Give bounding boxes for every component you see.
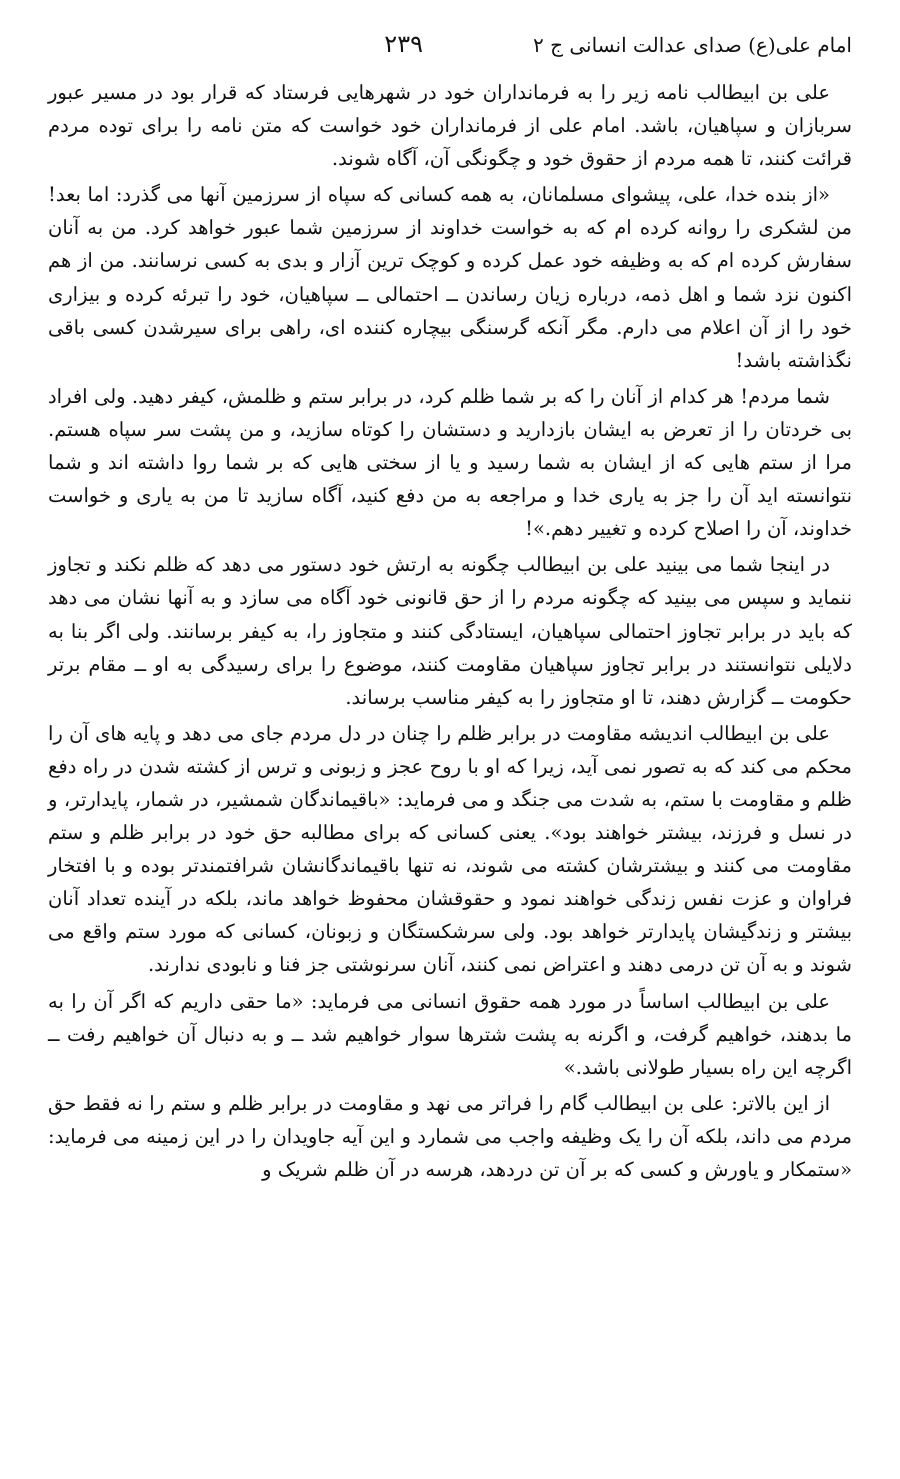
running-title: امام علی(ع) صدای عدالت انسانی ج ۲ [532,33,852,57]
paragraph: از این بالاتر: علی بن ابیطالب گام را فراتر می نهد و مقاومت در برابر ظلم و ستم را نه فقط حق مردم می داند، بلکه آن را یک وظیفه واجب می شمارد و این آیه جاویدان را در این زمینه می فرماید: «ستمکار و یاورش و کسی که بر آن تن دردهد، هرسه در آن ظلم شریک و [48,1091,852,1181]
body-text [48,76,852,1186]
paragraph: شما مردم! هر کدام از آنان را که بر شما ظلم کرد، در برابر ستم و ظلمش، کیفر دهید. ولی افراد بی خردتان را از تعرض به ایشان بازدارید و دستشان را کوتاه سازید، و من پشت سر سپاه هستم. مرا از ستم هایی که از ایشان به شما رسید و یا از سختی هایی که بر شما روا داشته اند و شما نتوانسته اید آن را جز به یاری خدا و مراجعه به من دفع کنید، آگاه سازید تا من به یاری و خواست خداوند، آن را اصلاح کرده و تغییر دهم.»! [48,384,852,541]
page-header [48,30,852,76]
paragraph: علی بن ابیطالب اساساً در مورد همه حقوق انسانی می فرماید: «ما حقی داریم که اگر آن را به ما بدهند، خواهیم گرفت، و اگرنه به پشت شترها سوار خواهیم شد ــ و به دنبال آن خواهیم رفت ــ اگرچه این راه بسیار طولانی باشد.» [48,989,852,1079]
paragraph: علی بن ابیطالب اندیشه مقاومت در برابر ظلم را چنان در دل مردم جای می دهد و پایه های آن را محکم می کند که به تصور نمی آید، زیرا که او با روح عجز و زبونی و ترس از کشته شدن در راه دفع ظلم و مقاومت با ستم، به شدت می جنگد و می فرماید: «باقیماندگان شمشیر، در شمار، پایدارتر، و در نسل و فرزند، بیشتر خواهند بود». یعنی کسانی که برای مطالبه حق خود در برابر ظلم و ستم مقاومت می کنند و بیشترشان کشته می شوند، نه تنها باقیماندگانشان شرافتمندتر بوده و با افتخار فراوان و عزت نفس زندگی خواهند نمود و حقوقشان محفوظ خواهد ماند، بلکه در آینده تعداد آنان بیشتر و زندگیشان پایدارتر خواهد بود. ولی سرشکستگان و زبونان، کسانی که مورد ستم واقع می شوند و به آن تن درمی دهند و اعتراض نمی کنند، آنان سرنوشتی جز فنا و نابودی ندارند. [48,721,852,977]
paragraph: «از بنده خدا، علی، پیشوای مسلمانان، به همه کسانی که سپاه از سرزمین آنها می گذرد: اما بعد! من لشکری را روانه کرده ام که به خواست خداوند از سرزمین شما عبور خواهد کرد. من به آنان سفارش کرده ام که به وظیفه خود عمل کرده و کوچک ترین آزار و بدی به کسی نرسانند. من از هم اکنون نزد شما و اهل ذمه، درباره زیان رساندن ــ احتمالی ــ سپاهیان، خود را تبرئه کرده و بیزاری خود را از آن اعلام می دارم. مگر آنکه گرسنگی بیچاره کننده ای، راهی برای سیرشدن کسی باقی نگذاشته باشد! [48,183,852,372]
paragraph: علی بن ابیطالب نامه زیر را به فرمانداران خود در شهرهایی فرستاد که قرار بود در مسیر عبور سربازان و سپاهیان، باشد. امام علی از فرمانداران خود خواست که متن نامه را برای توده مردم قرائت کنند، تا همه مردم از حقوق خود و چگونگی آن، آگاه شوند. [48,81,852,171]
book-page [48,30,852,1439]
page-number: ۲۳۹ [384,30,423,58]
paragraph: در اینجا شما می بینید علی بن ابیطالب چگونه به ارتش خود دستور می دهد که ظلم نکند و تجاوز ننماید و سپس می بینید که چگونه مردم را از حق قانونی خود آگاه می سازد و به آنها نشان می دهد که باید در برابر تجاوز احتمالی سپاهیان، ایستادگی کنند و متجاوز را، به کیفر برسانند. ولی اگر بنا به دلایلی نتوانستند در برابر تجاوز سپاهیان مقاومت کنند، موضوع را برای رسیدگی به او ــ مقام برتر حکومت ــ گزارش دهند، تا او متجاوز را به کیفر مناسب برساند. [48,553,852,709]
